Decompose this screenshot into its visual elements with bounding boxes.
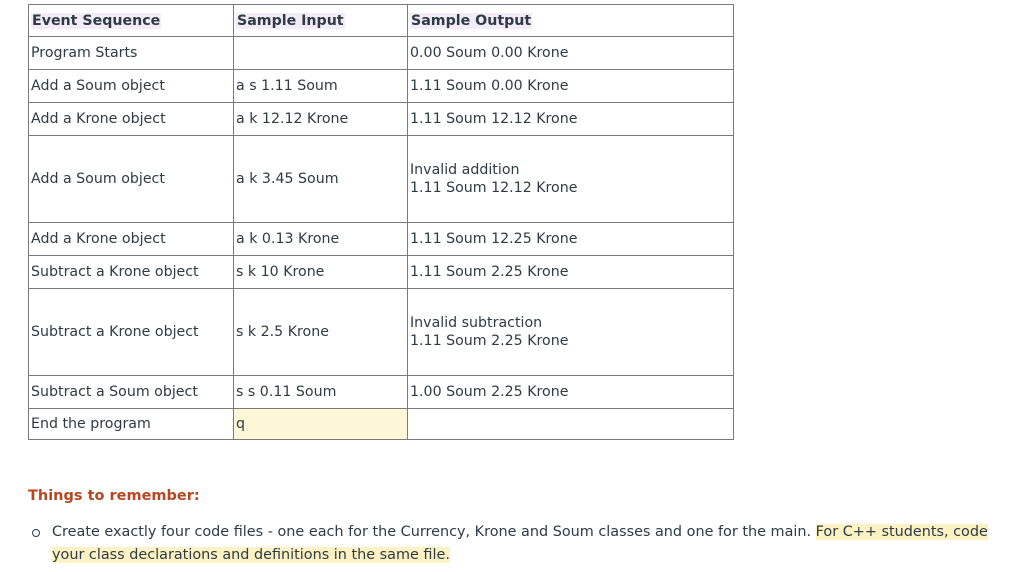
table-row <box>29 256 734 289</box>
input-cell: a k 0.13 Krone <box>234 223 408 256</box>
input-cell: q <box>234 409 408 440</box>
table-row <box>29 223 734 256</box>
event-cell: Add a Soum object <box>29 70 234 103</box>
header-sample-input: Sample Input <box>234 5 408 37</box>
things-to-remember-heading: Things to remember: <box>28 488 200 504</box>
event-cell: Add a Krone object <box>29 223 234 256</box>
output-cell <box>408 409 734 440</box>
output-cell <box>408 289 734 376</box>
table-row <box>29 37 734 70</box>
remember-item-text: Create exactly four code files - one each for the Currency, Krone and Soum classes and one for the main. <box>52 524 816 540</box>
input-cell: a s 1.11 Soum <box>234 70 408 103</box>
input-cell: s k 2.5 Krone <box>234 289 408 376</box>
output-cell <box>408 136 734 223</box>
input-cell: s k 10 Krone <box>234 256 408 289</box>
event-cell: Subtract a Krone object <box>29 289 234 376</box>
remember-item-highlight: For C++ students, code your class declarations and definitions in the same file. <box>52 524 988 563</box>
output-line: Invalid addition <box>410 162 520 178</box>
header-sample-output: Sample Output <box>408 5 734 37</box>
event-cell: Subtract a Krone object <box>29 256 234 289</box>
event-sequence-table <box>28 4 734 440</box>
input-cell <box>234 37 408 70</box>
output-cell: 1.11 Soum 12.12 Krone <box>408 103 734 136</box>
remember-list <box>30 521 1005 567</box>
input-cell: a k 3.45 Soum <box>234 136 408 223</box>
event-cell: Add a Krone object <box>29 103 234 136</box>
output-cell: 1.11 Soum 12.25 Krone <box>408 223 734 256</box>
list-item <box>30 521 1005 567</box>
table-row <box>29 103 734 136</box>
header-event-sequence: Event Sequence <box>29 5 234 37</box>
table-row <box>29 376 734 409</box>
input-cell: a k 12.12 Krone <box>234 103 408 136</box>
table-row <box>29 289 734 376</box>
table-header-row <box>29 5 734 37</box>
circle-bullet-icon <box>32 529 40 537</box>
output-line: Invalid subtraction <box>410 315 543 331</box>
output-line: 1.11 Soum 2.25 Krone <box>410 333 569 349</box>
table-row <box>29 70 734 103</box>
table-row <box>29 409 734 440</box>
event-cell: Add a Soum object <box>29 136 234 223</box>
output-cell: 1.11 Soum 0.00 Krone <box>408 70 734 103</box>
output-line: 1.11 Soum 12.12 Krone <box>410 180 578 196</box>
table-row <box>29 136 734 223</box>
event-cell: Program Starts <box>29 37 234 70</box>
event-cell: End the program <box>29 409 234 440</box>
input-cell: s s 0.11 Soum <box>234 376 408 409</box>
output-cell: 1.00 Soum 2.25 Krone <box>408 376 734 409</box>
event-cell: Subtract a Soum object <box>29 376 234 409</box>
output-cell: 0.00 Soum 0.00 Krone <box>408 37 734 70</box>
output-cell: 1.11 Soum 2.25 Krone <box>408 256 734 289</box>
